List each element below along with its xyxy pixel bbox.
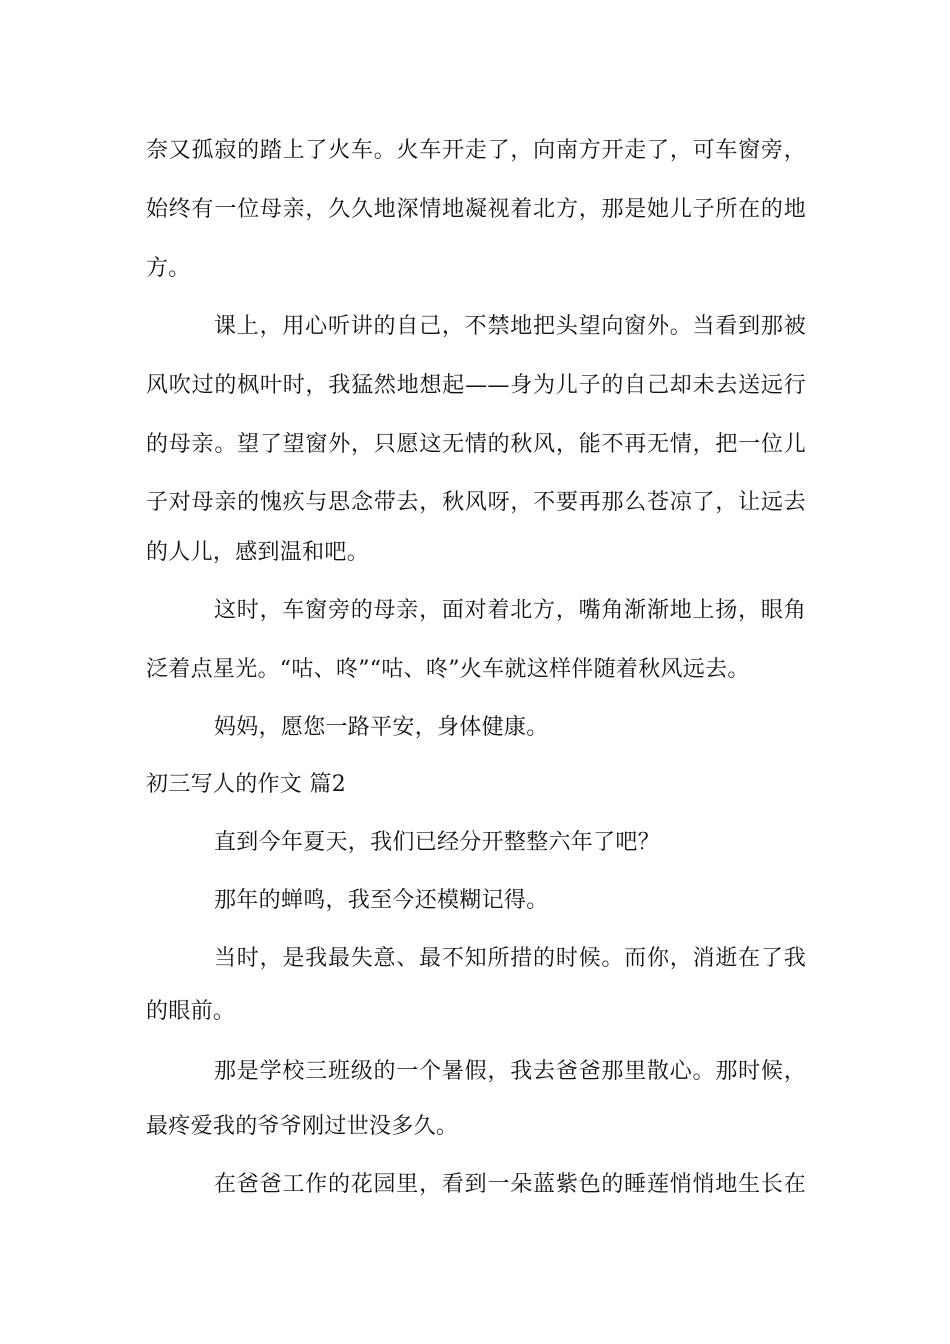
paragraph-start-line: 那是学校三班级的一个暑假，我去爸爸那里散心。那时候， [214,1059,806,1084]
paragraph-start-line: 在爸爸工作的花园里，看到一朵蓝紫色的睡莲悄悄地生长在 [214,1172,806,1197]
text-line: 的眼前。 [146,999,236,1024]
text-line: 始终有一位母亲，久久地深情地凝视着北方，那是她儿子所在的地 [146,197,806,222]
text-line: 方。 [146,256,191,281]
paragraph-start-line: 这时，车窗旁的母亲，面对着北方，嘴角渐渐地上扬，眼角 [214,598,806,623]
text-line: 的人儿，感到温和吧。 [146,540,370,565]
text-line: 奈又孤寂的踏上了火车。火车开走了，向南方开走了，可车窗旁， [146,138,806,163]
text-line: 的母亲。望了望窗外，只愿这无情的秋风，能不再无情，把一位儿 [146,432,806,457]
text-line: 子对母亲的愧疚与思念带去，秋风呀，不要再那么苍凉了，让远去 [146,490,806,515]
text-line: 最疼爱我的爷爷刚过世没多久。 [146,1114,459,1139]
text-line: 风吹过的枫叶时，我猛然地想起——身为儿子的自己却未去送远行 [146,373,806,398]
paragraph-start-line: 直到今年夏天，我们已经分开整整六年了吧？ [214,830,661,855]
paragraph-start-line: 课上，用心听讲的自己，不禁地把头望向窗外。当看到那被 [214,314,806,339]
text-line: 泛着点星光。“咕、咚”“咕、咚”火车就这样伴随着秋风远去。 [146,657,750,682]
section-heading: 初三写人的作文 篇2 [146,772,346,797]
paragraph-start-line: 妈妈，愿您一路平安，身体健康。 [214,715,549,740]
paragraph-start-line: 那年的蝉鸣，我至今还模糊记得。 [214,888,549,913]
paragraph-start-line: 当时，是我最失意、最不知所措的时候。而你，消逝在了我 [214,946,806,971]
